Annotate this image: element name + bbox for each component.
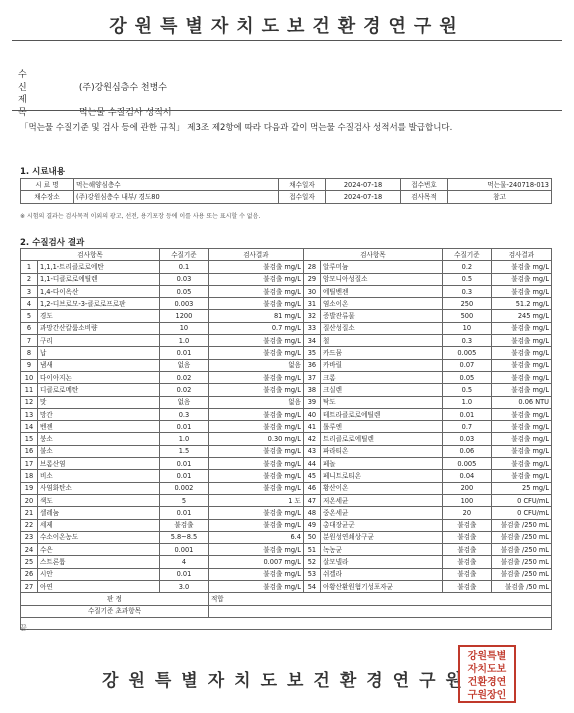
item-number: 21 xyxy=(21,507,38,519)
title-label: 제 목 xyxy=(18,95,41,118)
item-number: 5 xyxy=(21,310,38,322)
item-name: 아연 xyxy=(38,581,160,593)
item-result: 불검출 mg/L xyxy=(491,470,551,482)
item-standard: 불검출 xyxy=(442,581,491,593)
item-name: 다이아지논 xyxy=(38,371,160,383)
item-result: 불검출 mg/L xyxy=(208,347,303,359)
seal-line: 강원특별 xyxy=(467,651,507,662)
item-standard: 4 xyxy=(159,556,208,568)
item-standard: 없음 xyxy=(159,359,208,371)
sample-cell: 채수장소 xyxy=(21,191,74,203)
item-number: 24 xyxy=(21,544,38,556)
item-name: 브롬산염 xyxy=(38,458,160,470)
results-row xyxy=(21,396,552,408)
results-row xyxy=(21,568,552,580)
item-number: 1 xyxy=(21,261,38,273)
seal-line: 건환경연 xyxy=(467,677,507,688)
item-standard: 0.02 xyxy=(159,371,208,383)
item-number: 49 xyxy=(303,519,320,531)
item-number: 7 xyxy=(21,335,38,347)
item-name: 경도 xyxy=(38,310,160,322)
results-row xyxy=(21,581,552,593)
item-name: 철 xyxy=(320,335,442,347)
item-name: 색도 xyxy=(38,494,160,506)
sample-row xyxy=(21,179,552,191)
item-result: 불검출 /250 mL xyxy=(491,568,551,580)
item-number: 23 xyxy=(21,531,38,543)
results-header-row xyxy=(21,249,552,261)
judgement-label: 판 정 xyxy=(21,593,209,605)
item-name: 암모니아성질소 xyxy=(320,273,442,285)
item-result: 불검출 mg/L xyxy=(491,261,551,273)
item-standard: 불검출 xyxy=(442,531,491,543)
item-standard: 0.7 xyxy=(442,421,491,433)
item-standard: 불검출 xyxy=(442,556,491,568)
item-number: 47 xyxy=(303,494,320,506)
item-standard: 0.5 xyxy=(442,273,491,285)
item-name: 망간 xyxy=(38,408,160,420)
item-name: 에틸벤젠 xyxy=(320,285,442,297)
item-result: 불검출 mg/L xyxy=(208,371,303,383)
item-name: 황산이온 xyxy=(320,482,442,494)
item-standard: 0.01 xyxy=(159,347,208,359)
seal-line: 구원장인 xyxy=(467,690,507,701)
item-result: 없음 xyxy=(208,396,303,408)
item-number: 35 xyxy=(303,347,320,359)
sample-cell: 2024-07-18 xyxy=(326,191,401,203)
item-standard: 불검출 xyxy=(442,568,491,580)
sample-row xyxy=(21,191,552,203)
item-number: 3 xyxy=(21,285,38,297)
meta-rule xyxy=(12,110,562,111)
sample-cell: 먹는물-240718-013 xyxy=(448,179,552,191)
results-row xyxy=(21,384,552,396)
item-standard: 0.03 xyxy=(159,273,208,285)
item-standard: 5 xyxy=(159,494,208,506)
results-row xyxy=(21,310,552,322)
item-name: 시안 xyxy=(38,568,160,580)
item-number: 26 xyxy=(21,568,38,580)
item-number: 31 xyxy=(303,298,320,310)
item-name: 크실렌 xyxy=(320,384,442,396)
item-name: 카바릴 xyxy=(320,359,442,371)
item-name: 질산성질소 xyxy=(320,322,442,334)
item-result: 불검출 mg/L xyxy=(491,421,551,433)
recipient-value: (주)강원심층수 천병수 xyxy=(78,83,168,93)
col-header: 수질기준 xyxy=(159,249,208,261)
results-row xyxy=(21,408,552,420)
item-standard: 0.3 xyxy=(442,285,491,297)
results-row xyxy=(21,458,552,470)
item-result: 불검출 /250 mL xyxy=(491,519,551,531)
results-row xyxy=(21,322,552,334)
item-name: 맛 xyxy=(38,396,160,408)
item-standard: 0.3 xyxy=(442,335,491,347)
item-name: 구리 xyxy=(38,335,160,347)
item-standard: 0.01 xyxy=(159,568,208,580)
item-result: 불검출 mg/L xyxy=(491,273,551,285)
item-standard: 1.5 xyxy=(159,445,208,457)
item-standard: 500 xyxy=(442,310,491,322)
item-standard: 0.003 xyxy=(159,298,208,310)
item-result: 불검출 mg/L xyxy=(208,384,303,396)
item-standard: 20 xyxy=(442,507,491,519)
item-number: 16 xyxy=(21,445,38,457)
item-name: 염소이온 xyxy=(320,298,442,310)
results-row xyxy=(21,421,552,433)
item-name: 저온세균 xyxy=(320,494,442,506)
results-row xyxy=(21,445,552,457)
item-number: 17 xyxy=(21,458,38,470)
item-standard: 1.0 xyxy=(159,433,208,445)
col-header: 검사항목 xyxy=(21,249,160,261)
results-row xyxy=(21,433,552,445)
results-row xyxy=(21,371,552,383)
item-number: 33 xyxy=(303,322,320,334)
sample-cell: 채수일자 xyxy=(279,179,326,191)
item-result: 0 CFU/mL xyxy=(491,494,551,506)
item-standard: 0.5 xyxy=(442,384,491,396)
item-number: 20 xyxy=(21,494,38,506)
item-name: 페놀 xyxy=(320,458,442,470)
item-name: 테트라클로로에틸렌 xyxy=(320,408,442,420)
item-number: 53 xyxy=(303,568,320,580)
results-row xyxy=(21,531,552,543)
item-number: 38 xyxy=(303,384,320,396)
item-number: 50 xyxy=(303,531,320,543)
item-standard: 0.05 xyxy=(159,285,208,297)
recipient-label: 수 신 xyxy=(18,70,41,93)
footer-org: 강원특별자치도보건환경연구원 xyxy=(102,671,472,691)
item-number: 40 xyxy=(303,408,320,420)
item-name: 파라티온 xyxy=(320,445,442,457)
item-result: 6.4 xyxy=(208,531,303,543)
seal-line: 자치도보 xyxy=(467,664,507,675)
item-name: 살모넬라 xyxy=(320,556,442,568)
item-name: 쉬겔라 xyxy=(320,568,442,580)
title-value: 먹는물 수질검사 성적서 xyxy=(78,108,172,118)
sample-cell: 검사목적 xyxy=(401,191,448,203)
header-rule xyxy=(12,40,562,41)
item-result: 불검출 mg/L xyxy=(208,458,303,470)
results-row xyxy=(21,544,552,556)
item-standard: 0.07 xyxy=(442,359,491,371)
item-name: 1,4-다이옥산 xyxy=(38,285,160,297)
item-number: 48 xyxy=(303,507,320,519)
item-result: 불검출 mg/L xyxy=(491,335,551,347)
sample-cell: 접수번호 xyxy=(401,179,448,191)
item-number: 18 xyxy=(21,470,38,482)
item-result: 불검출 mg/L xyxy=(208,335,303,347)
item-result: 0.7 mg/L xyxy=(208,322,303,334)
item-standard: 불검출 xyxy=(159,519,208,531)
item-name: 벤젠 xyxy=(38,421,160,433)
item-result: 불검출 mg/L xyxy=(208,421,303,433)
item-number: 45 xyxy=(303,470,320,482)
item-name: 트리클로로에틸렌 xyxy=(320,433,442,445)
item-standard: 0.1 xyxy=(159,261,208,273)
col-header: 수질기준 xyxy=(442,249,491,261)
item-standard: 0.005 xyxy=(442,458,491,470)
item-standard: 0.01 xyxy=(159,458,208,470)
results-row xyxy=(21,273,552,285)
item-standard: 불검출 xyxy=(442,544,491,556)
item-name: 냄새 xyxy=(38,359,160,371)
item-standard: 1.0 xyxy=(442,396,491,408)
exceed-row xyxy=(21,605,552,617)
item-result: 불검출 /50 mL xyxy=(491,581,551,593)
item-standard: 5.8~8.5 xyxy=(159,531,208,543)
item-standard: 0.005 xyxy=(442,347,491,359)
results-row xyxy=(21,359,552,371)
item-name: 1,2-디브로모-3-클로로프로판 xyxy=(38,298,160,310)
blank-row xyxy=(21,617,552,629)
item-name: 납 xyxy=(38,347,160,359)
item-result: 불검출 mg/L xyxy=(491,458,551,470)
results-row xyxy=(21,261,552,273)
item-result: 불검출 mg/L xyxy=(208,285,303,297)
item-name: 디클로로메탄 xyxy=(38,384,160,396)
results-row xyxy=(21,347,552,359)
item-number: 36 xyxy=(303,359,320,371)
item-number: 12 xyxy=(21,396,38,408)
item-result: 불검출 mg/L xyxy=(208,507,303,519)
item-number: 41 xyxy=(303,421,320,433)
end-mark: 끝. xyxy=(20,624,29,632)
results-row xyxy=(21,482,552,494)
item-number: 6 xyxy=(21,322,38,334)
item-name: 녹농균 xyxy=(320,544,442,556)
item-result: 0 CFU/mL xyxy=(491,507,551,519)
item-result: 81 mg/L xyxy=(208,310,303,322)
item-standard: 1.0 xyxy=(159,335,208,347)
item-name: 톨루엔 xyxy=(320,421,442,433)
results-row xyxy=(21,556,552,568)
item-number: 9 xyxy=(21,359,38,371)
item-standard: 3.0 xyxy=(159,581,208,593)
sample-section-title: 1. 시료내용 xyxy=(20,167,65,177)
item-number: 27 xyxy=(21,581,38,593)
item-standard: 10 xyxy=(442,322,491,334)
item-standard: 불검출 xyxy=(442,519,491,531)
item-result: 불검출 /250 mL xyxy=(491,556,551,568)
item-name: 크롬 xyxy=(320,371,442,383)
item-number: 2 xyxy=(21,273,38,285)
item-name: 불소 xyxy=(38,445,160,457)
item-number: 30 xyxy=(303,285,320,297)
item-number: 32 xyxy=(303,310,320,322)
item-name: 비소 xyxy=(38,470,160,482)
results-row xyxy=(21,285,552,297)
item-standard: 10 xyxy=(159,322,208,334)
item-standard: 0.01 xyxy=(159,470,208,482)
item-number: 54 xyxy=(303,581,320,593)
item-standard: 0.002 xyxy=(159,482,208,494)
item-result: 불검출 mg/L xyxy=(208,408,303,420)
org-header: 강원특별자치도보건환경연구원 xyxy=(109,16,465,37)
item-result: 불검출 mg/L xyxy=(208,298,303,310)
item-name: 세제 xyxy=(38,519,160,531)
item-standard: 0.001 xyxy=(159,544,208,556)
item-standard: 200 xyxy=(442,482,491,494)
item-number: 43 xyxy=(303,445,320,457)
sample-table xyxy=(20,178,552,204)
official-seal xyxy=(458,645,516,703)
item-result: 불검출 mg/L xyxy=(491,322,551,334)
item-result: 불검출 mg/L xyxy=(208,568,303,580)
item-number: 10 xyxy=(21,371,38,383)
item-result: 0.06 NTU xyxy=(491,396,551,408)
item-standard: 0.02 xyxy=(159,384,208,396)
item-result: 0.30 mg/L xyxy=(208,433,303,445)
item-number: 52 xyxy=(303,556,320,568)
item-name: 총대장균군 xyxy=(320,519,442,531)
item-standard: 0.01 xyxy=(442,408,491,420)
item-result: 불검출 mg/L xyxy=(491,371,551,383)
col-header: 검사결과 xyxy=(491,249,551,261)
blank-cell xyxy=(21,617,552,629)
item-name: 아황산환원혐기성포자균 xyxy=(320,581,442,593)
item-result: 불검출 mg/L xyxy=(208,470,303,482)
item-standard: 0.3 xyxy=(159,408,208,420)
exceed-label: 수질기준 초과항목 xyxy=(21,605,209,617)
item-result: 불검출 mg/L xyxy=(491,445,551,457)
item-result: 불검출 mg/L xyxy=(491,384,551,396)
item-result: 불검출 mg/L xyxy=(208,261,303,273)
item-number: 19 xyxy=(21,482,38,494)
item-result: 51.2 mg/L xyxy=(491,298,551,310)
exceed-value xyxy=(208,605,551,617)
item-number: 39 xyxy=(303,396,320,408)
item-number: 22 xyxy=(21,519,38,531)
sample-cell: 접수일자 xyxy=(279,191,326,203)
item-number: 42 xyxy=(303,433,320,445)
col-header: 검사항목 xyxy=(303,249,442,261)
item-result: 불검출 mg/L xyxy=(491,347,551,359)
intro-text: 「먹는물 수질기준 및 검사 등에 관한 규칙」 제3조 제2항에 따라 다음과 같이 먹는물 수질검사 성적서를 발급합니다. xyxy=(20,123,453,133)
item-name: 스트론튬 xyxy=(38,556,160,568)
item-number: 34 xyxy=(303,335,320,347)
results-table xyxy=(20,248,552,630)
title-line xyxy=(18,92,172,118)
item-name: 붕소 xyxy=(38,433,160,445)
results-row xyxy=(21,335,552,347)
item-standard: 0.01 xyxy=(159,421,208,433)
item-name: 수소이온농도 xyxy=(38,531,160,543)
item-name: 셀레늄 xyxy=(38,507,160,519)
item-result: 불검출 mg/L xyxy=(208,544,303,556)
item-result: 불검출 mg/L xyxy=(208,519,303,531)
item-number: 13 xyxy=(21,408,38,420)
item-name: 분원성연쇄상구균 xyxy=(320,531,442,543)
item-result: 불검출 /250 mL xyxy=(491,544,551,556)
item-standard: 0.03 xyxy=(442,433,491,445)
item-standard: 0.06 xyxy=(442,445,491,457)
item-result: 불검출 mg/L xyxy=(491,285,551,297)
item-number: 44 xyxy=(303,458,320,470)
item-number: 29 xyxy=(303,273,320,285)
item-name: 알루미늄 xyxy=(320,261,442,273)
item-result: 불검출 /250 mL xyxy=(491,531,551,543)
item-result: 불검출 mg/L xyxy=(491,359,551,371)
item-result: 불검출 mg/L xyxy=(208,581,303,593)
item-result: 25 mg/L xyxy=(491,482,551,494)
item-name: 증발잔류물 xyxy=(320,310,442,322)
item-standard: 250 xyxy=(442,298,491,310)
judgement-value: 적합 xyxy=(208,593,551,605)
item-result: 불검출 mg/L xyxy=(208,273,303,285)
item-name: 1,1-디클로로에틸렌 xyxy=(38,273,160,285)
item-result: 없음 xyxy=(208,359,303,371)
sample-cell: 먹는해양심층수 xyxy=(74,179,279,191)
item-result: 불검출 mg/L xyxy=(208,482,303,494)
item-standard: 없음 xyxy=(159,396,208,408)
item-name: 수은 xyxy=(38,544,160,556)
item-result: 불검출 mg/L xyxy=(491,433,551,445)
item-number: 4 xyxy=(21,298,38,310)
item-name: 1,1,1-트리클로로에탄 xyxy=(38,261,160,273)
item-result: 245 mg/L xyxy=(491,310,551,322)
item-name: 탁도 xyxy=(320,396,442,408)
item-standard: 0.01 xyxy=(159,507,208,519)
item-result: 1 도 xyxy=(208,494,303,506)
item-number: 51 xyxy=(303,544,320,556)
sample-cell: 2024-07-18 xyxy=(326,179,401,191)
results-row xyxy=(21,519,552,531)
item-name: 사염화탄소 xyxy=(38,482,160,494)
results-section-title: 2. 수질검사 결과 xyxy=(20,238,85,248)
item-number: 46 xyxy=(303,482,320,494)
item-result: 0.007 mg/L xyxy=(208,556,303,568)
item-standard: 1200 xyxy=(159,310,208,322)
item-result: 불검출 mg/L xyxy=(208,445,303,457)
item-number: 8 xyxy=(21,347,38,359)
item-standard: 0.04 xyxy=(442,470,491,482)
judgement-row xyxy=(21,593,552,605)
results-row xyxy=(21,507,552,519)
item-name: 중온세균 xyxy=(320,507,442,519)
item-name: 과망간산칼륨소비량 xyxy=(38,322,160,334)
item-number: 11 xyxy=(21,384,38,396)
col-header: 검사결과 xyxy=(208,249,303,261)
results-row xyxy=(21,298,552,310)
item-number: 28 xyxy=(303,261,320,273)
results-row xyxy=(21,494,552,506)
sample-cell: 참고 xyxy=(448,191,552,203)
sample-note: ※ 시험의 결과는 검사목적 이외의 광고, 선전, 용기포장 등에 이를 사용 또는 표시할 수 없음. xyxy=(20,213,261,220)
results-row xyxy=(21,470,552,482)
item-number: 15 xyxy=(21,433,38,445)
item-standard: 0.2 xyxy=(442,261,491,273)
item-standard: 0.05 xyxy=(442,371,491,383)
item-number: 25 xyxy=(21,556,38,568)
item-name: 카드뮴 xyxy=(320,347,442,359)
sample-cell: (주)강원심층수 내부/ 경도80 xyxy=(74,191,279,203)
item-standard: 100 xyxy=(442,494,491,506)
item-number: 14 xyxy=(21,421,38,433)
item-name: 페니트로티온 xyxy=(320,470,442,482)
item-number: 37 xyxy=(303,371,320,383)
recipient-line xyxy=(18,67,167,93)
sample-cell: 시 료 명 xyxy=(21,179,74,191)
item-result: 불검출 mg/L xyxy=(491,408,551,420)
